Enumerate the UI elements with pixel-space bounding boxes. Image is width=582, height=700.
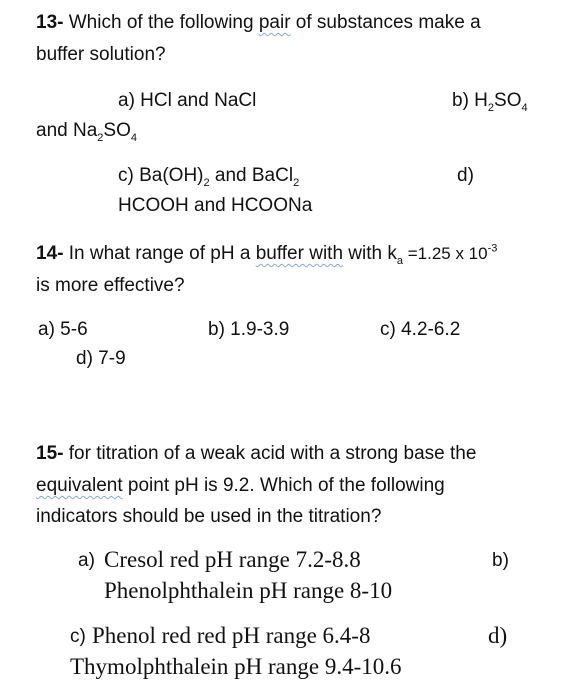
q13-option-d-text: HCOOH and HCOONa: [118, 195, 313, 216]
q14-number: 14-: [36, 243, 64, 264]
q14-text-with-k: with k: [343, 243, 397, 264]
q15-option-c-text: Phenol red red pH range 6.4-8: [92, 623, 371, 648]
q14-text-eq: =1.25 x 10: [403, 244, 488, 263]
q13-option-b-cont-sub1: 2: [97, 131, 104, 144]
q15-line3: indicators should be used in the titration?: [36, 506, 382, 527]
q15-option-d-text: Thymolphthalein pH range 9.4-10.6: [70, 654, 402, 679]
q13-line2: buffer solution?: [36, 44, 166, 65]
q14-option-d: d) 7-9: [76, 348, 126, 369]
q13-option-c-prefix: c) Ba(OH): [118, 165, 204, 186]
q14-line2: is more effective?: [36, 275, 185, 296]
q14-text-a: In what range of pH a: [63, 243, 256, 264]
q14-option-b: b) 1.9-3.9: [208, 319, 290, 340]
q13-option-b-cont-sub2: 4: [130, 131, 137, 144]
q15-option-a-text: Cresol red pH range 7.2-8.8: [104, 547, 361, 572]
q13-number: 13-: [36, 12, 64, 33]
q13-option-b-cont-prefix: and Na: [36, 120, 98, 141]
q14-k-sub: a: [396, 254, 403, 267]
q15-line1-text: for titration of a weak acid with a strong base the: [63, 443, 477, 464]
q13-option-b-cont: [36, 120, 137, 144]
q14-text-buffer-with: buffer with: [255, 243, 344, 264]
q15-line2: [36, 476, 445, 495]
q13-option-b-prefix: b) H: [452, 90, 488, 111]
q13-option-b-cont-mid: SO: [103, 120, 131, 141]
q13-text-a: Which of the following: [63, 12, 259, 33]
q13-option-b-sub2: 4: [521, 101, 528, 114]
q13-option-c-mid: and BaCl: [209, 165, 294, 186]
q13-option-b-sub1: 2: [487, 101, 495, 114]
q13-text-pair: pair: [258, 12, 291, 33]
q15-line2-underlined: equivalent: [36, 475, 123, 496]
q15-line1: [36, 444, 476, 463]
q13-text-b: of substances make a: [290, 12, 481, 33]
q13-option-a: a) HCl and NaCl: [118, 90, 257, 111]
q14-option-c: c) 4.2-6.2: [380, 319, 461, 340]
q14-option-a: a) 5-6: [38, 319, 88, 340]
q15-number: 15-: [36, 443, 64, 464]
q13-option-c: [118, 165, 300, 189]
q15-option-c-label: c): [70, 626, 86, 647]
q15-option-d-label: d): [488, 623, 508, 648]
q15-option-b-text: Phenolphthalein pH range 8-10: [104, 578, 393, 603]
q15-option-a-label: a): [78, 550, 95, 571]
q13-line1: [36, 13, 481, 32]
q13-option-c-sub2: 2: [293, 176, 300, 189]
q14-k-sup: -3: [487, 242, 498, 255]
q13-option-d-label: d): [457, 165, 474, 186]
q15-option-b-label: b): [492, 550, 509, 571]
q13-option-b-mid: SO: [494, 90, 522, 111]
q13-option-c-sub1: 2: [203, 176, 210, 189]
q13-option-b: [452, 90, 528, 114]
q14-line1: [36, 242, 498, 267]
q15-line2-rest: point pH is 9.2. Which of the following: [122, 475, 445, 496]
